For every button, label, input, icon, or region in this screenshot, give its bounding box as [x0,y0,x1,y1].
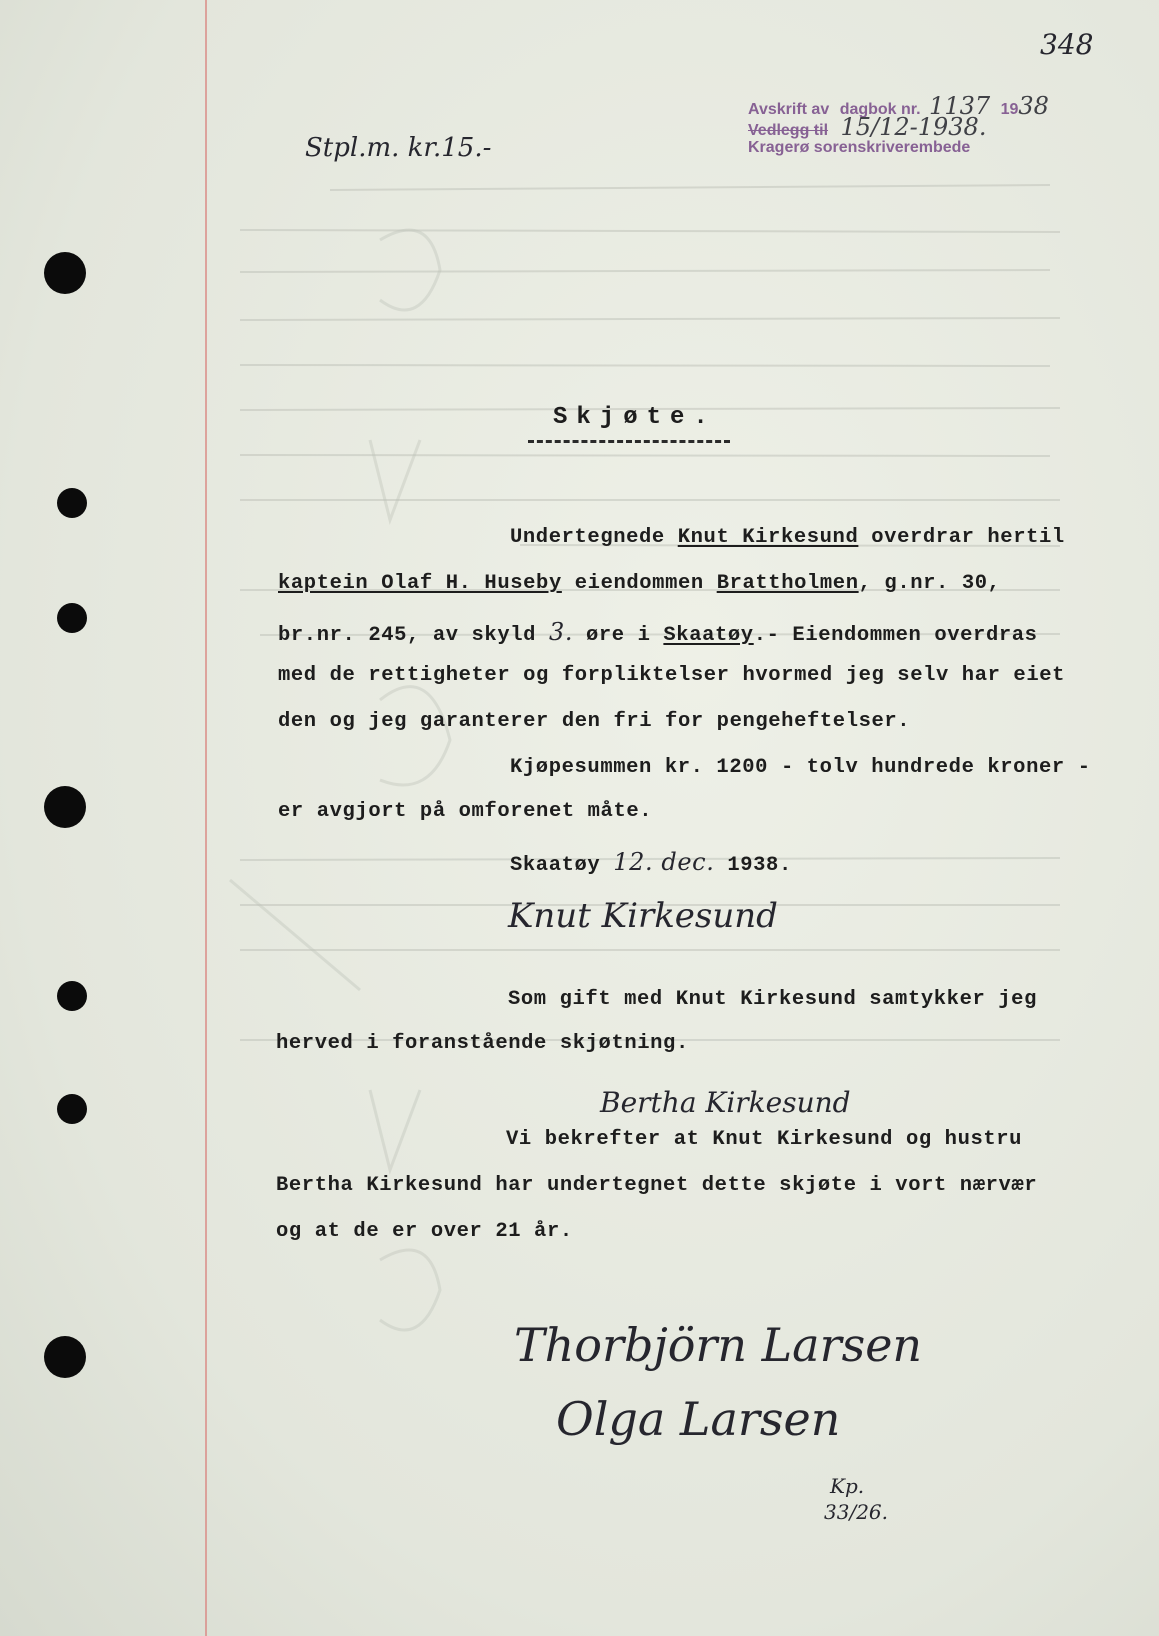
stamp-avskrift-label: Avskrift av [748,101,830,118]
place-date-prefix: Skaatøy [510,854,614,877]
document-title: Skjøte. [553,404,717,431]
binder-hole-icon [57,603,87,633]
place-and-date [510,848,792,877]
binder-hole-icon [57,981,87,1011]
buyer-name: kaptein Olaf H. Huseby [278,572,562,595]
body-line-11: Bertha Kirkesund har undertegnet dette skjøte i vort nærvær [276,1174,1038,1197]
body-line-3-b: øre i [573,624,664,647]
body-line-10: Vi bekrefter at Knut Kirkesund og hustru [506,1128,1023,1151]
binder-hole-icon [44,786,86,828]
spouse-signature: Bertha Kirkesund [600,1086,851,1119]
body-line-4: med de rettigheter og forpliktelser hvormed jeg selv har eiet [278,664,1066,687]
seller-signature: Knut Kirkesund [508,896,778,936]
body-line-9: herved i foranstående skjøtning. [276,1032,689,1055]
binder-hole-icon [57,488,87,518]
stamp-dagbok-number: 1137 [929,92,991,120]
place-date-handwritten: 12. dec. [613,848,715,876]
body-line-1-rest: overdrar hertil [858,526,1065,549]
body-line-2-mid: eiendommen [561,572,717,595]
witness-1-signature: Thorbjörn Larsen [514,1318,923,1372]
body-line-12: og at de er over 21 år. [276,1220,573,1243]
kp-note-line-1: Kp. [830,1474,865,1498]
skyld-value: 3. [548,618,574,646]
page-number: 348 [1040,28,1094,61]
body-line-8: Som gift med Knut Kirkesund samtykker jeg [508,988,1037,1011]
body-intro: Undertegnede [510,526,678,549]
stamp-line-2 [748,113,1068,141]
binder-hole-icon [44,252,86,294]
stamp-year: 38 [1018,92,1049,120]
stamp-vedlegg-label: Vedlegg til [748,122,829,139]
body-line-3-c: .- Eiendommen overdras [753,624,1038,647]
binder-hole-icon [57,1094,87,1124]
kp-note-line-2: 33/26. [824,1500,888,1524]
body-line-3 [278,618,1038,647]
place-date-year: 1938. [714,854,792,877]
seller-name: Knut Kirkesund [677,526,859,549]
stamp-date: 15/12-1938. [840,113,987,141]
body-line-2 [278,572,1001,595]
red-margin-line [205,0,207,1636]
witness-2-signature: Olga Larsen [556,1392,841,1446]
stamp-dagbok-label: dagbok nr. [839,101,921,118]
registration-stamp [748,92,1068,159]
title-underline [528,440,730,443]
stamp-year-prefix: 19 [1000,101,1019,118]
body-line-1 [510,526,1065,549]
body-line-5: den og jeg garanterer den fri for pengeheftelser. [278,710,911,733]
body-line-6: Kjøpesummen kr. 1200 - tolv hundrede kroner - [510,756,1091,779]
binder-hole-icon [44,1336,86,1378]
body-line-3-a: br.nr. 245, av skyld [278,624,549,647]
body-line-7: er avgjort på omforenet måte. [278,800,653,823]
property-name: Brattholmen [716,572,859,595]
stamp-duty-note: Stpl.m. kr.15.- [305,133,492,163]
stamp-line-3: Kragerø sorenskriverembede [748,139,971,156]
place-name: Skaatøy [663,624,754,647]
body-line-2-rest: , g.nr. 30, [858,572,1001,595]
